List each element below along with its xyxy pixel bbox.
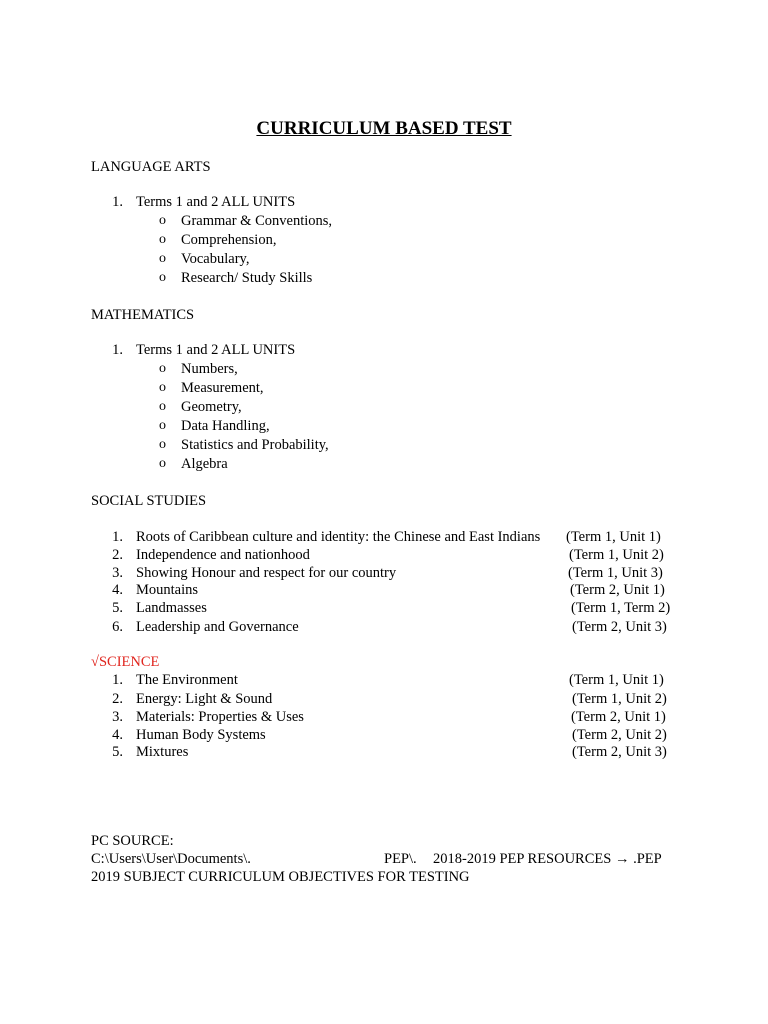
bullet-icon: o <box>159 232 166 247</box>
language-arts-item-number: 1. <box>112 194 123 210</box>
social-studies-item-ref: (Term 1, Unit 3) <box>568 565 663 581</box>
mathematics-item-text: Terms 1 and 2 ALL UNITS <box>136 342 296 358</box>
social-studies-item-ref: (Term 1, Unit 2) <box>569 547 664 563</box>
social-studies-item-number: 2. <box>112 547 123 563</box>
mathematics-subitem: Data Handling, <box>181 418 270 434</box>
social-studies-item-number: 1. <box>112 529 123 545</box>
science-item-number: 3. <box>112 709 123 725</box>
bullet-icon: o <box>159 399 166 414</box>
science-heading: √SCIENCE <box>91 654 160 670</box>
science-item-text: The Environment <box>136 672 238 688</box>
social-studies-item-ref: (Term 2, Unit 1) <box>570 582 665 598</box>
science-item-text: Mixtures <box>136 744 189 760</box>
language-arts-subitem: Vocabulary, <box>181 251 250 267</box>
bullet-icon: o <box>159 437 166 452</box>
language-arts-subitem: Comprehension, <box>181 232 277 248</box>
social-studies-item-text: Mountains <box>136 582 199 598</box>
language-arts-heading: LANGUAGE ARTS <box>91 159 211 175</box>
social-studies-item-number: 3. <box>112 565 123 581</box>
social-studies-item-number: 4. <box>112 582 123 598</box>
social-studies-item-text: Roots of Caribbean culture and identity: the Chinese and East Indians <box>136 529 541 545</box>
science-item-ref: (Term 2, Unit 3) <box>572 744 667 760</box>
science-item-ref: (Term 2, Unit 1) <box>571 709 666 725</box>
science-item-number: 5. <box>112 744 123 760</box>
science-item-ref: (Term 1, Unit 2) <box>572 691 667 707</box>
science-item-ref: (Term 2, Unit 2) <box>572 727 667 743</box>
social-studies-heading: SOCIAL STUDIES <box>91 493 207 509</box>
social-studies-item-text: Independence and nationhood <box>136 547 310 563</box>
pc-source-path-part3: 2018-2019 PEP RESOURCES → .PEP <box>433 851 662 867</box>
bullet-icon: o <box>159 270 166 285</box>
language-arts-subitem: Research/ Study Skills <box>181 270 313 286</box>
bullet-icon: o <box>159 456 166 471</box>
mathematics-heading: MATHEMATICS <box>91 307 195 323</box>
mathematics-subitem: Statistics and Probability, <box>181 437 329 453</box>
page-title: CURRICULUM BASED TEST <box>256 118 512 139</box>
social-studies-item-number: 5. <box>112 600 123 616</box>
social-studies-item-ref: (Term 1, Term 2) <box>571 600 671 616</box>
mathematics-subitem: Geometry, <box>181 399 242 415</box>
mathematics-subitem: Measurement, <box>181 380 264 396</box>
science-item-number: 4. <box>112 727 123 743</box>
bullet-icon: o <box>159 380 166 395</box>
social-studies-item-text: Leadership and Governance <box>136 619 299 635</box>
bullet-icon: o <box>159 251 166 266</box>
social-studies-item-text: Landmasses <box>136 600 207 616</box>
science-item-text: Materials: Properties & Uses <box>136 709 304 725</box>
science-item-number: 1. <box>112 672 123 688</box>
social-studies-item-ref: (Term 2, Unit 3) <box>572 619 667 635</box>
social-studies-item-ref: (Term 1, Unit 1) <box>566 529 661 545</box>
bullet-icon: o <box>159 361 166 376</box>
mathematics-item-number: 1. <box>112 342 123 358</box>
science-item-number: 2. <box>112 691 123 707</box>
language-arts-item-text: Terms 1 and 2 ALL UNITS <box>136 194 296 210</box>
bullet-icon: o <box>159 213 166 228</box>
language-arts-subitem: Grammar & Conventions, <box>181 213 333 229</box>
pc-source-label: PC SOURCE: <box>91 833 174 849</box>
science-item-text: Human Body Systems <box>136 727 266 743</box>
mathematics-subitem: Numbers, <box>181 361 238 377</box>
social-studies-item-number: 6. <box>112 619 123 635</box>
science-item-ref: (Term 1, Unit 1) <box>569 672 664 688</box>
bullet-icon: o <box>159 418 166 433</box>
social-studies-item-text: Showing Honour and respect for our country <box>136 565 397 581</box>
pc-source-line3: 2019 SUBJECT CURRICULUM OBJECTIVES FOR TESTING <box>91 869 470 885</box>
pc-source-path-part1: C:\Users\User\Documents\. <box>91 851 251 867</box>
pc-source-path-part2: PEP\. <box>384 851 417 867</box>
science-item-text: Energy: Light & Sound <box>136 691 273 707</box>
mathematics-subitem: Algebra <box>181 456 228 472</box>
